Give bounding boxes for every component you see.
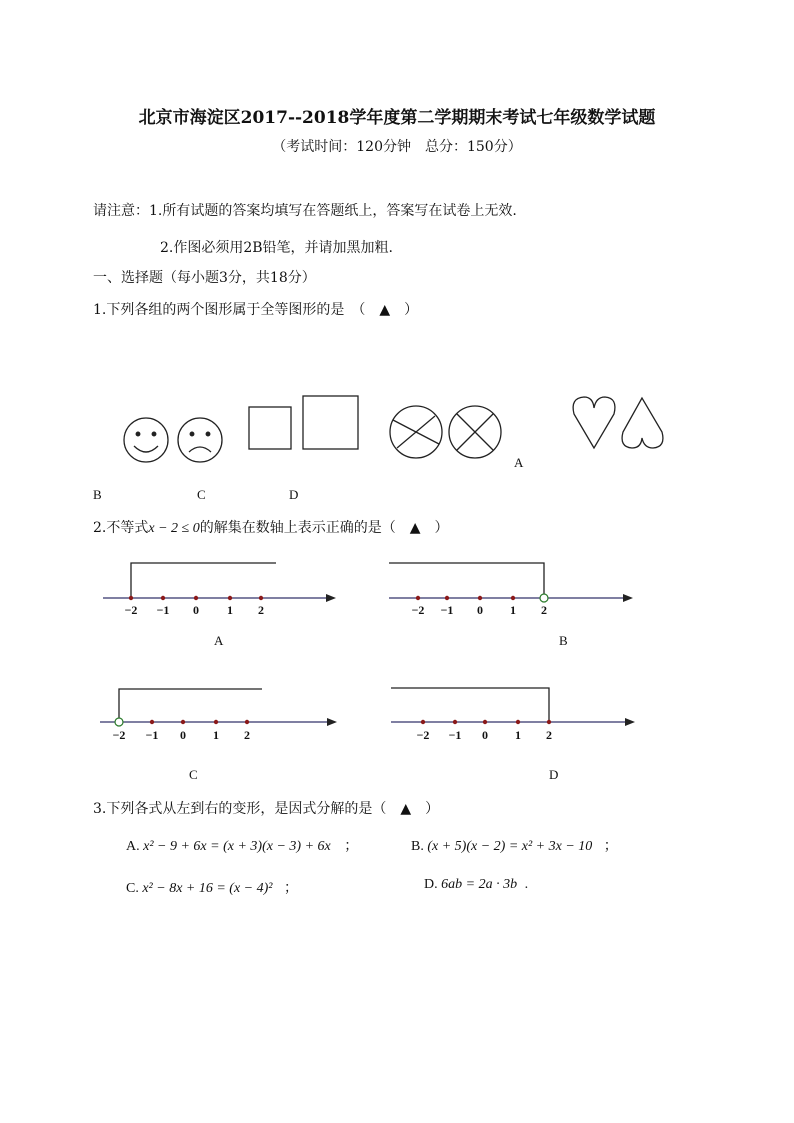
q3-option-c-expr: x² − 8x + 16 = (x − 4)² bbox=[142, 881, 273, 896]
notice-line-1: 请注意：1.所有试题的答案均填写在答题纸上，答案写在试卷上无效. bbox=[93, 203, 517, 219]
number-line-b-point bbox=[445, 596, 449, 600]
figure-circle-cross bbox=[449, 406, 501, 458]
number-line-d-point bbox=[421, 720, 425, 724]
number-line-a-arrow bbox=[326, 594, 336, 602]
number-line-c-point bbox=[245, 720, 249, 724]
number-line-b-point bbox=[416, 596, 420, 600]
number-line-b-tick-label: −2 bbox=[411, 603, 425, 617]
number-line-d-point bbox=[547, 720, 551, 724]
number-line-c-open-point bbox=[115, 718, 123, 726]
number-line-c-tick-label: 0 bbox=[180, 728, 186, 742]
number-line-b-open-point bbox=[540, 594, 548, 602]
number-line-b-tick-label: 2 bbox=[541, 603, 547, 617]
number-line-b-point bbox=[478, 596, 482, 600]
q2-option-c-label: C bbox=[189, 767, 198, 782]
number-line-a-point bbox=[161, 596, 165, 600]
number-line-b-solution-bracket bbox=[389, 563, 544, 598]
q2-option-d-label: D bbox=[549, 767, 559, 782]
q1-label-a: A bbox=[514, 455, 524, 470]
q3-option-b-label: B. bbox=[411, 839, 424, 854]
number-line-b-point bbox=[511, 596, 515, 600]
figure-small-square bbox=[249, 407, 291, 449]
number-line-d-tick-label: −2 bbox=[416, 728, 430, 742]
q1-label-d: D bbox=[289, 487, 299, 502]
figure-large-square bbox=[303, 396, 358, 449]
number-line-c-tick-label: −1 bbox=[145, 728, 159, 742]
q3-option-d-sep: . bbox=[524, 877, 529, 892]
number-line-c-solution-bracket bbox=[119, 689, 262, 722]
q3-option-d-expr: 6ab = 2a · 3b bbox=[441, 877, 518, 892]
q3-option-d-label: D. bbox=[424, 877, 438, 892]
number-line-c-tick-label: −2 bbox=[112, 728, 126, 742]
q2-stem-suffix: 的解集在数轴上表示正确的是（ ▲ ） bbox=[199, 520, 449, 536]
figure-heart-down bbox=[622, 398, 663, 448]
exam-info: （考试时间：120分钟 总分：150分） bbox=[272, 139, 522, 155]
number-line-c-tick-label: 2 bbox=[244, 728, 250, 742]
q3-option-b-sep: ； bbox=[603, 839, 618, 854]
number-line-a-tick-label: −2 bbox=[124, 603, 138, 617]
number-line-c-arrow bbox=[327, 718, 337, 726]
question-3-stem: 3.下列各式从左到右的变形，是因式分解的是（ ▲ ） bbox=[93, 801, 440, 817]
number-line-c-point bbox=[181, 720, 185, 724]
number-line-d-tick-label: 1 bbox=[515, 728, 521, 742]
number-line-b-tick-label: 1 bbox=[510, 603, 516, 617]
q2-inequality: x − 2 ≤ 0 bbox=[148, 521, 200, 536]
section-heading: 一、选择题（每小题3分，共18分） bbox=[93, 270, 316, 286]
q2-option-b-label: B bbox=[559, 633, 568, 648]
q2-stem-prefix: 2.不等式 bbox=[93, 520, 149, 536]
number-line-a-point bbox=[129, 596, 133, 600]
number-line-a-tick-label: 2 bbox=[258, 603, 264, 617]
number-line-d-point bbox=[483, 720, 487, 724]
number-line-c-tick-label: 1 bbox=[213, 728, 219, 742]
q2-option-a-label: A bbox=[214, 633, 224, 648]
question-2-stem bbox=[93, 517, 448, 537]
number-line-d-tick-label: −1 bbox=[448, 728, 462, 742]
number-line-a-tick-label: −1 bbox=[156, 603, 170, 617]
figure-sad-face bbox=[178, 418, 222, 462]
q3-option-b-expr: (x + 5)(x − 2) = x² + 3x − 10 bbox=[427, 839, 593, 854]
figure-smiley-face bbox=[124, 418, 168, 462]
number-line-a-tick-label: 0 bbox=[193, 603, 199, 617]
q3-option-a-label: A. bbox=[126, 839, 140, 854]
number-line-b-arrow bbox=[623, 594, 633, 602]
number-line-d-solution-bracket bbox=[391, 688, 549, 722]
question-1-stem: 1.下列各组的两个图形属于全等图形的是 （ ▲ ） bbox=[93, 302, 419, 318]
number-line-a-point bbox=[228, 596, 232, 600]
q3-option-a bbox=[126, 835, 358, 855]
q3-option-c bbox=[126, 877, 298, 897]
number-line-c-point bbox=[150, 720, 154, 724]
q1-label-c: C bbox=[197, 487, 206, 502]
number-line-a-point bbox=[259, 596, 263, 600]
number-line-a-point bbox=[194, 596, 198, 600]
number-line-a-tick-label: 1 bbox=[227, 603, 233, 617]
q3-option-a-expr: x² − 9 + 6x = (x + 3)(x − 3) + 6x bbox=[143, 839, 331, 854]
q1-label-b: B bbox=[93, 487, 102, 502]
figure-circle-chord bbox=[390, 406, 442, 458]
q3-option-b bbox=[411, 835, 618, 855]
number-line-d-point bbox=[453, 720, 457, 724]
figure-heart-up bbox=[573, 397, 615, 448]
q3-option-a-sep: ； bbox=[344, 839, 359, 854]
q3-option-c-label: C. bbox=[126, 881, 139, 896]
number-line-b-tick-label: 0 bbox=[477, 603, 483, 617]
number-line-d-tick-label: 2 bbox=[546, 728, 552, 742]
number-line-b-tick-label: −1 bbox=[440, 603, 454, 617]
number-line-d-tick-label: 0 bbox=[482, 728, 488, 742]
page-title: 北京市海淀区2017--2018学年度第二学期期末考试七年级数学试题 bbox=[138, 108, 656, 128]
notice-line-2: 2.作图必须用2B铅笔，并请加黑加粗. bbox=[160, 240, 394, 256]
number-line-d-arrow bbox=[625, 718, 635, 726]
number-line-a-solution-bracket bbox=[131, 563, 276, 598]
q3-option-c-sep: ； bbox=[284, 881, 298, 896]
number-line-d-point bbox=[516, 720, 520, 724]
number-line-c-point bbox=[214, 720, 218, 724]
q3-option-d bbox=[424, 877, 528, 893]
